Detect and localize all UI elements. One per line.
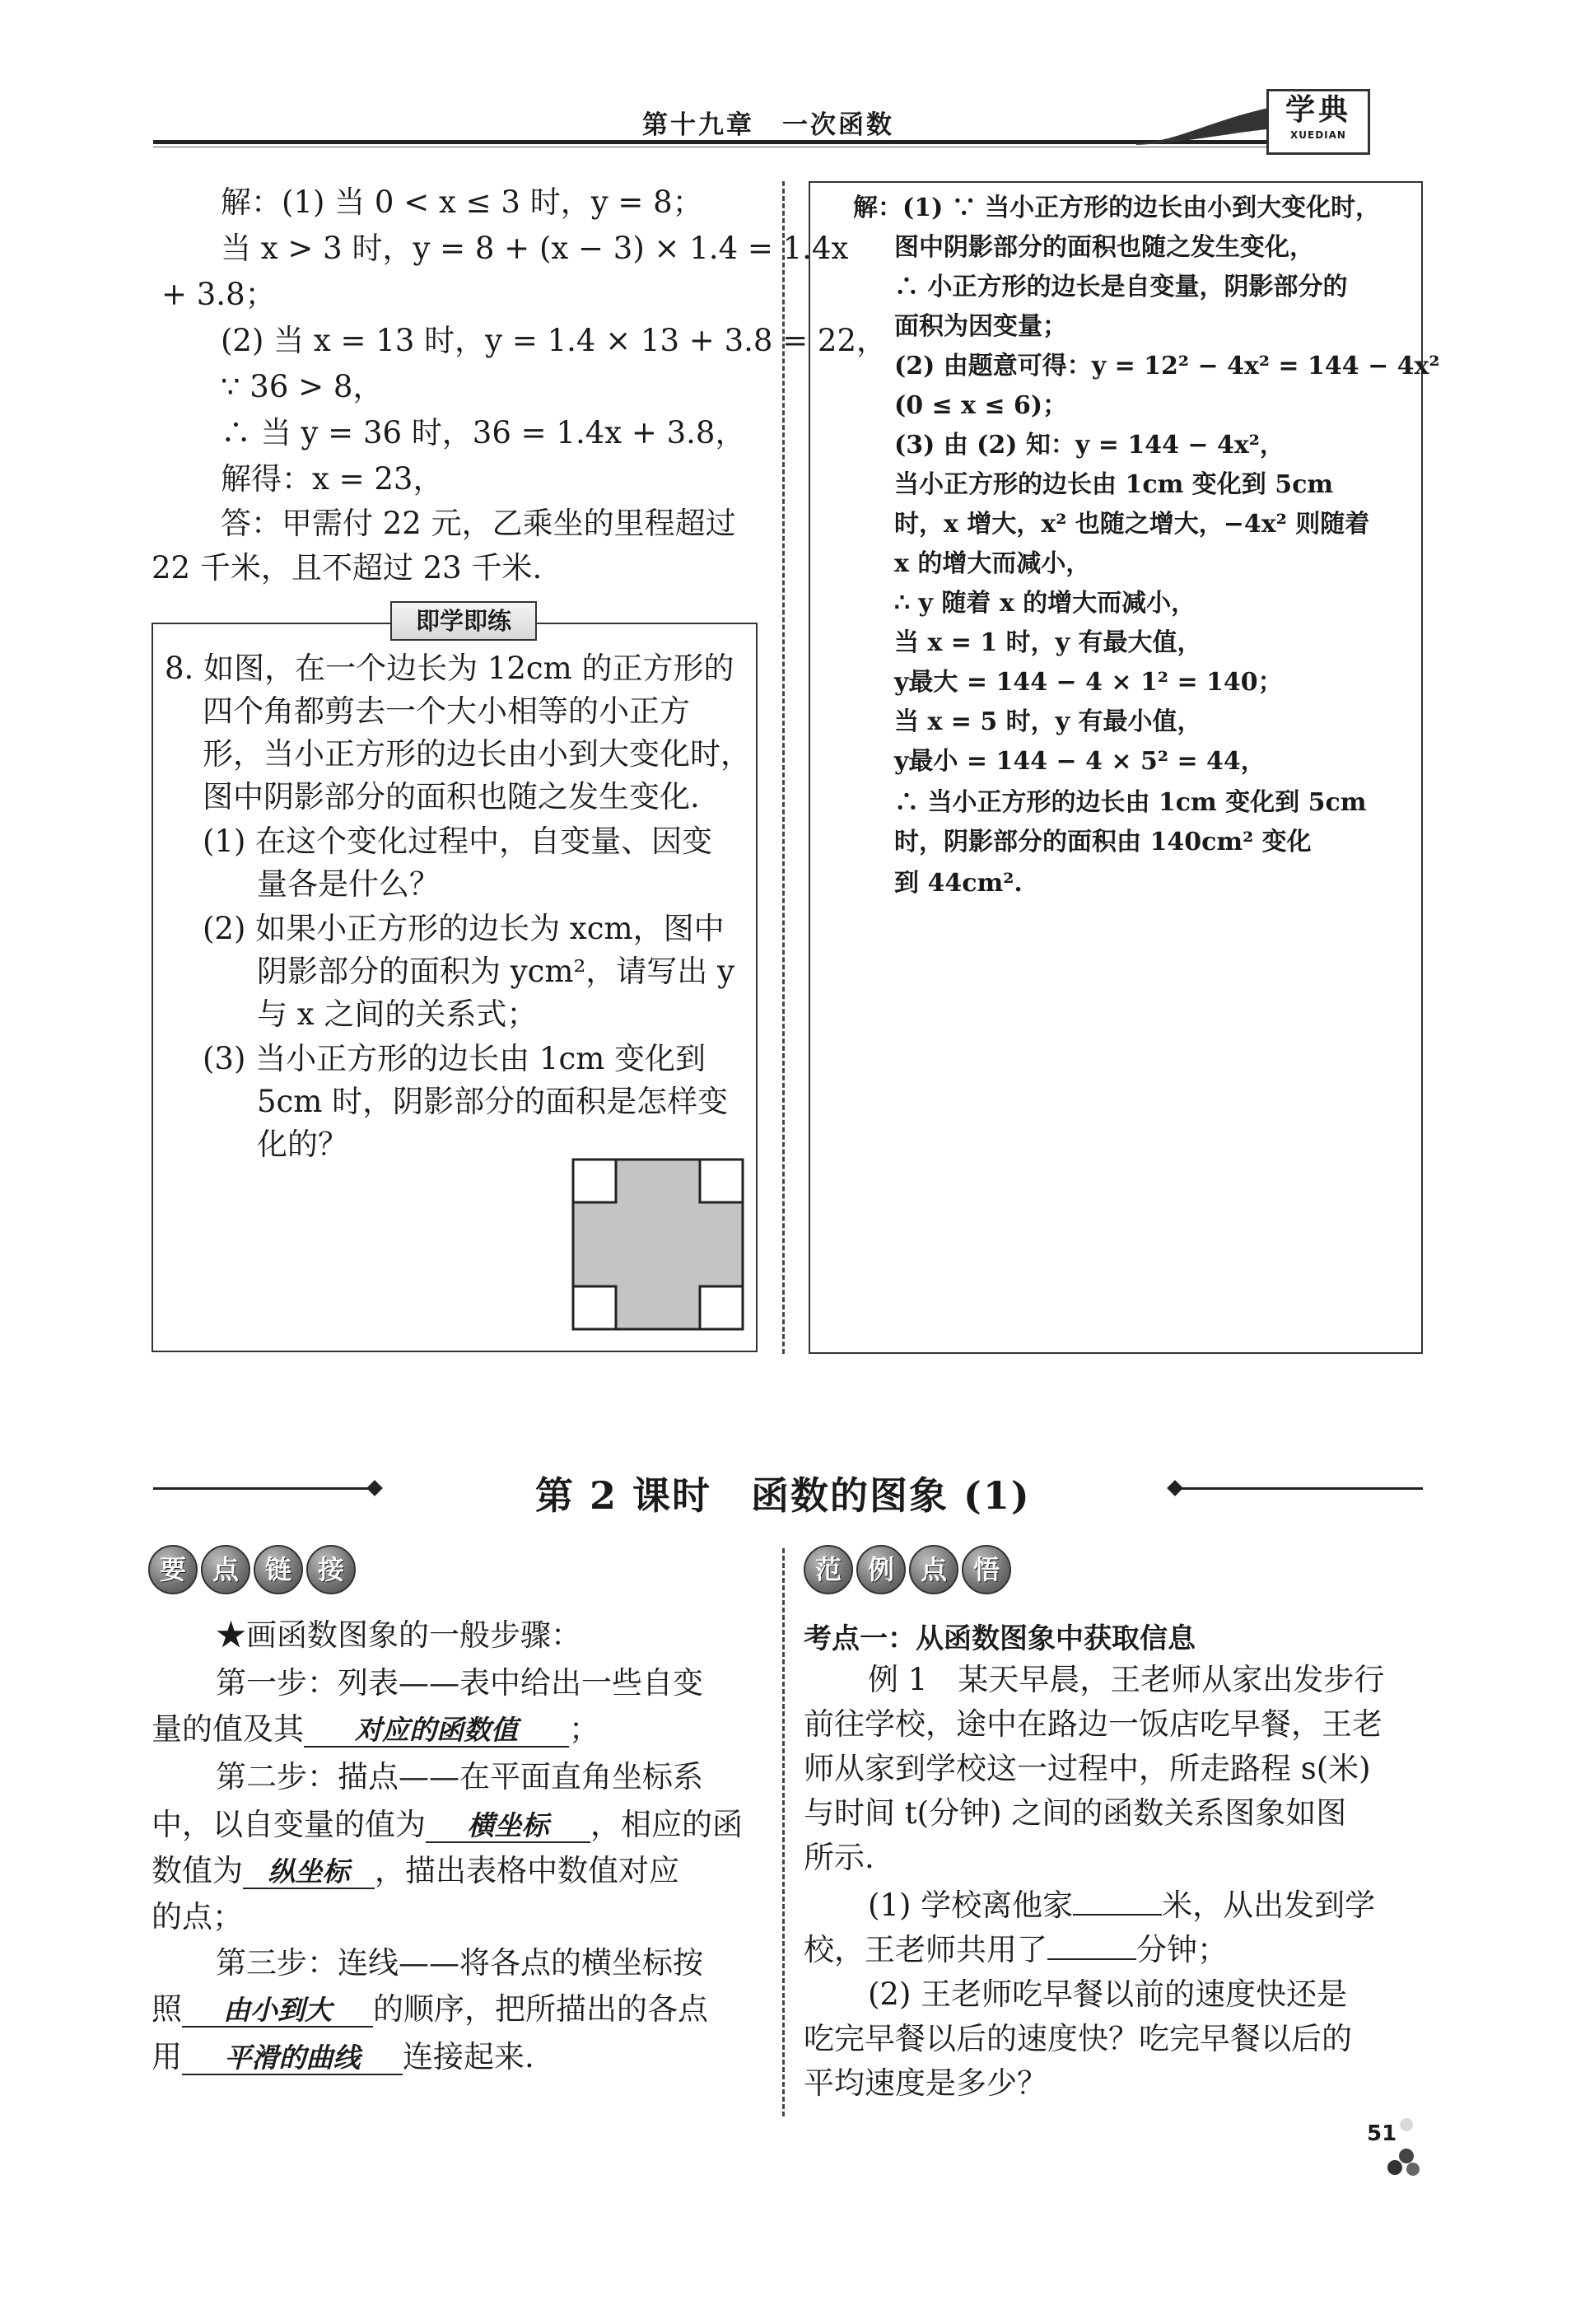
badge-char: 范 <box>804 1545 853 1594</box>
text-line: (2) 如果小正方形的边长为 xcm，图中 <box>203 911 725 946</box>
text-line: 平均速度是多少？ <box>804 2065 1047 2101</box>
column-divider <box>782 1548 785 2116</box>
text-line: 时，x 增大，x² 也随之增大，−4x² 则随着 <box>894 510 1370 539</box>
text-line: 当 x = 1 时，y 有最大值， <box>894 628 1202 657</box>
text-line: 5cm 时，阴影部分的面积是怎样变 <box>257 1084 729 1119</box>
answer-blank[interactable] <box>1047 1932 1136 1960</box>
text-line: ∴ 当小正方形的边长由 1cm 变化到 5cm <box>894 788 1367 817</box>
text-line: 当 x > 3 时，y = 8 + (x − 3) × 1.4 = 1.4x <box>221 231 849 266</box>
text-fragment: ，描出表格中数值对应 <box>375 1853 679 1888</box>
text-line: (2) 当 x = 13 时，y = 1.4 × 13 + 3.8 = 22， <box>221 323 888 358</box>
text-fragment: 中，以自变量的值为 <box>152 1807 426 1842</box>
text-line: ∵ 36 > 8， <box>221 369 384 404</box>
brand-logo-cn: 学典 <box>1285 92 1351 127</box>
text-line: x 的增大而减小， <box>894 549 1091 578</box>
text-line: 时，阴影部分的面积由 140cm² 变化 <box>894 828 1312 856</box>
text-line: (2) 王老师吃早餐以前的速度快还是 <box>868 1976 1348 2012</box>
text-line <box>152 1808 743 1843</box>
text-line: 当小正方形的边长由 1cm 变化到 5cm <box>894 470 1334 499</box>
text-line: 的点； <box>152 1899 243 1934</box>
text-line: 到 44cm². <box>894 869 1023 898</box>
text-fragment: ，相应的函 <box>590 1807 743 1842</box>
badge-char: 悟 <box>962 1545 1011 1594</box>
text-line <box>152 1993 708 2028</box>
text-line: 阴影部分的面积为 ycm²，请写出 y <box>257 954 734 989</box>
text-line: 四个角都剪去一个大小相等的小正方 <box>203 693 690 729</box>
text-line: 解：(1) ∵ 当小正方形的边长由小到大变化时， <box>853 194 1381 222</box>
text-fragment: 米，从出发到学 <box>1162 1888 1376 1923</box>
text-fragment: 连接起来. <box>403 2039 534 2074</box>
section-rule-left <box>153 1487 374 1490</box>
text-line: 与 x 之间的关系式； <box>257 996 538 1032</box>
filled-answer: 平滑的曲线 <box>182 2042 403 2075</box>
text-line: ∴ 小正方形的边长是自变量，阴影部分的 <box>894 273 1348 301</box>
text-line: 师从家到学校这一过程中，所走路程 s(米) <box>804 1751 1371 1786</box>
filled-answer: 纵坐标 <box>243 1856 375 1889</box>
text-line: 22 千米，且不超过 23 千米. <box>152 550 543 586</box>
text-line: ∴ y 随着 x 的增大而减小， <box>894 589 1196 618</box>
text-line: 第三步：连线——将各点的横坐标按 <box>216 1945 703 1981</box>
answer-blank[interactable] <box>1073 1888 1162 1916</box>
text-line: ∴ 当 y = 36 时，36 = 1.4x + 3.8， <box>221 415 746 450</box>
text-fragment: ； <box>569 1711 599 1747</box>
page-number: 51 <box>1367 2121 1397 2146</box>
badge-char: 要 <box>148 1545 198 1594</box>
text-line: 解：(1) 当 0 < x ≤ 3 时，y = 8； <box>221 184 703 220</box>
text-line <box>868 1888 1375 1922</box>
text-line: (3) 由 (2) 知：y = 144 − 4x²， <box>894 431 1285 460</box>
brand-logo <box>1266 89 1370 155</box>
text-line: + 3.8； <box>161 277 276 312</box>
section-rule-right <box>1176 1487 1423 1490</box>
text-fragment: 数值为 <box>152 1853 243 1888</box>
text-line: 图中阴影部分的面积也随之发生变化. <box>203 779 700 814</box>
filled-answer: 对应的函数值 <box>304 1715 569 1748</box>
badge-char: 链 <box>254 1545 303 1594</box>
text-line: (3) 当小正方形的边长由 1cm 变化到 <box>203 1041 706 1076</box>
kaodian-heading: 考点一：从函数图象中获取信息 <box>804 1622 1196 1655</box>
text-line: (0 ≤ x ≤ 6)； <box>894 391 1068 420</box>
text-line <box>152 1855 679 1889</box>
text-line: 面积为因变量； <box>894 312 1067 341</box>
section-diamond-left <box>366 1480 383 1496</box>
filled-answer: 由小到大 <box>182 1995 373 2028</box>
text-line: 量各是什么？ <box>257 866 440 902</box>
text-line: (1) 在这个变化过程中，自变量、因变 <box>203 824 713 859</box>
text-line: 化的？ <box>257 1127 348 1162</box>
badge-char: 点 <box>201 1545 250 1594</box>
keypoints-heading: ★画函数图象的一般步骤： <box>216 1617 581 1653</box>
text-line: 当 x = 5 时，y 有最小值， <box>894 707 1202 736</box>
text-fragment: 量的值及其 <box>152 1711 304 1747</box>
text-fragment: 的顺序，把所描出的各点 <box>373 1991 708 2027</box>
brand-logo-en: XUEDIAN <box>1290 129 1346 141</box>
badge-char: 例 <box>856 1545 906 1594</box>
section-title: 第 2 课时 函数的图象 (1) <box>535 1473 1031 1518</box>
badge-keypoints <box>148 1545 356 1594</box>
text-line: 8. 如图，在一个边长为 12cm 的正方形的 <box>165 651 734 686</box>
text-line: 例 1 某天早晨，王老师从家出发步行 <box>868 1662 1385 1697</box>
chapter-title: 第十九章 一次函数 <box>642 110 894 140</box>
square-cut-corners-figure <box>571 1158 744 1331</box>
text-fragment: (1) 学校离他家 <box>868 1888 1074 1923</box>
text-line <box>804 1932 1228 1967</box>
text-line: 形，当小正方形的边长由小到大变化时， <box>203 736 751 772</box>
header-rule <box>153 140 1289 144</box>
text-line <box>152 2041 534 2075</box>
badge-char: 接 <box>306 1545 356 1594</box>
exercise-tag: 即学即练 <box>390 601 537 641</box>
text-line: 答：甲需付 22 元，乙乘坐的里程超过 <box>221 506 736 541</box>
badge-examples <box>804 1545 1011 1594</box>
text-line: 前往学校，途中在路边一饭店吃早餐，王老 <box>804 1706 1383 1742</box>
text-line: (2) 由题意可得：y = 12² − 4x² = 144 − 4x² <box>894 352 1440 380</box>
text-fragment: 校，王老师共用了 <box>804 1932 1047 1967</box>
text-fragment: 用 <box>152 2039 182 2074</box>
filled-answer: 横坐标 <box>426 1810 590 1843</box>
text-line: 吃完早餐以后的速度快？吃完早餐以后的 <box>804 2021 1352 2056</box>
text-line: 与时间 t(分钟) 之间的函数关系图象如图 <box>804 1795 1347 1831</box>
column-divider <box>782 181 785 1354</box>
text-line: y最小 = 144 − 4 × 5² = 44， <box>894 747 1266 776</box>
text-line: y最大 = 144 − 4 × 1² = 140； <box>894 668 1283 697</box>
text-line: 所示. <box>804 1840 874 1875</box>
badge-char: 点 <box>909 1545 958 1594</box>
text-line: 解得：x = 23， <box>221 461 444 497</box>
text-line: 第一步：列表——表中给出一些自变 <box>216 1665 703 1701</box>
text-fragment: 照 <box>152 1991 182 2027</box>
text-line: 第二步：描点——在平面直角坐标系 <box>216 1759 703 1794</box>
text-line: 图中阴影部分的面积也随之发生变化， <box>894 233 1314 262</box>
text-fragment: 分钟； <box>1136 1932 1228 1967</box>
text-line <box>152 1713 599 1748</box>
